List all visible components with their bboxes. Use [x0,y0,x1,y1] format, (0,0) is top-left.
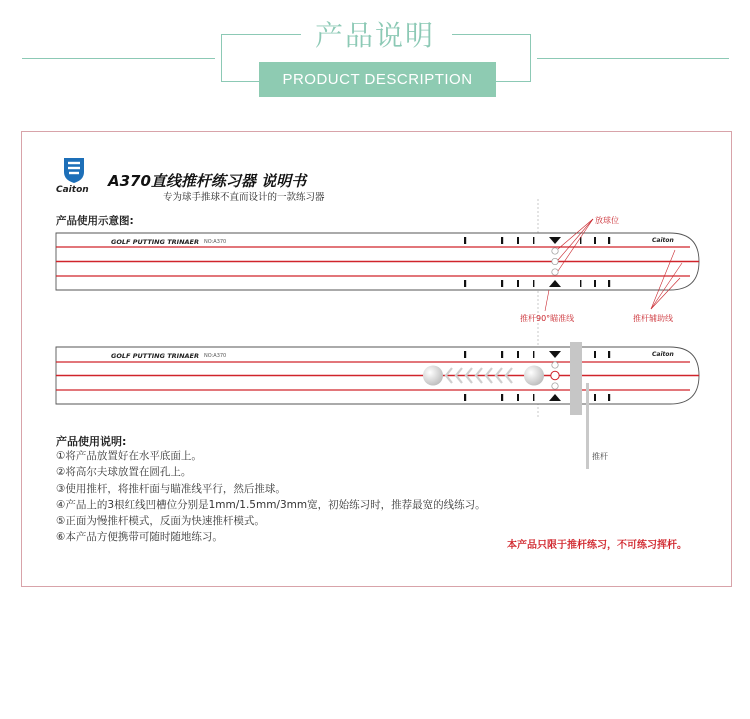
section-title: 产品说明 [314,19,435,52]
manual-title: A370直线推杆练习器 说明书 [108,172,307,190]
instruction-item: ②将高尔夫球放置在圆孔上。 [56,466,192,479]
instructions-list [56,448,486,546]
section-subtitle-badge: PRODUCT DESCRIPTION [259,62,496,97]
golf-ball-start [423,366,443,386]
trainer-board-top [56,219,699,311]
manual-subtitle: 专为球手推球不直而设计的一款练习器 [163,192,325,203]
putter-shaft [586,383,589,469]
callout-ball-position: 放球位 [595,216,619,225]
diagram-label: 产品使用示意图: [56,215,134,227]
callout-aim-line: 推杆90°瞄准线 [520,314,575,323]
instruction-item: ④产品上的3根红线凹槽位分别是1mm/1.5mm/3mm宽，初始练习时，推荐最宽的线练习。 [56,498,486,511]
board-brand: Caiton [652,237,674,244]
board-model-no: NO:A370 [204,239,227,245]
putter-head [570,342,582,415]
golf-ball-end [524,366,544,386]
instruction-item: ①将产品放置好在水平底面上。 [56,450,202,462]
usage-warning: 本产品只限于推杆练习，不可练习挥杆。 [507,540,687,551]
board-brand-2: Caiton [652,351,674,358]
instruction-item: ⑤正面为慢推杆模式，反面为快速推杆模式。 [56,515,265,528]
instruction-item: ⑥本产品方便携带可随时随地练习。 [56,531,223,544]
instructions-title: 产品使用说明: [56,435,127,448]
instruction-item: ③使用推杆，将推杆面与瞄准线平行，然后推球。 [56,482,286,495]
brand-name: Caiton [56,185,89,195]
callout-putter: 推杆 [592,452,608,461]
board-product-name: GOLF PUTTING TRINAER [111,238,199,246]
callout-guide-lines: 推杆辅助线 [633,314,673,323]
board-product-name-2: GOLF PUTTING TRINAER [111,352,199,360]
board-model-no-2: NO:A370 [204,353,227,359]
